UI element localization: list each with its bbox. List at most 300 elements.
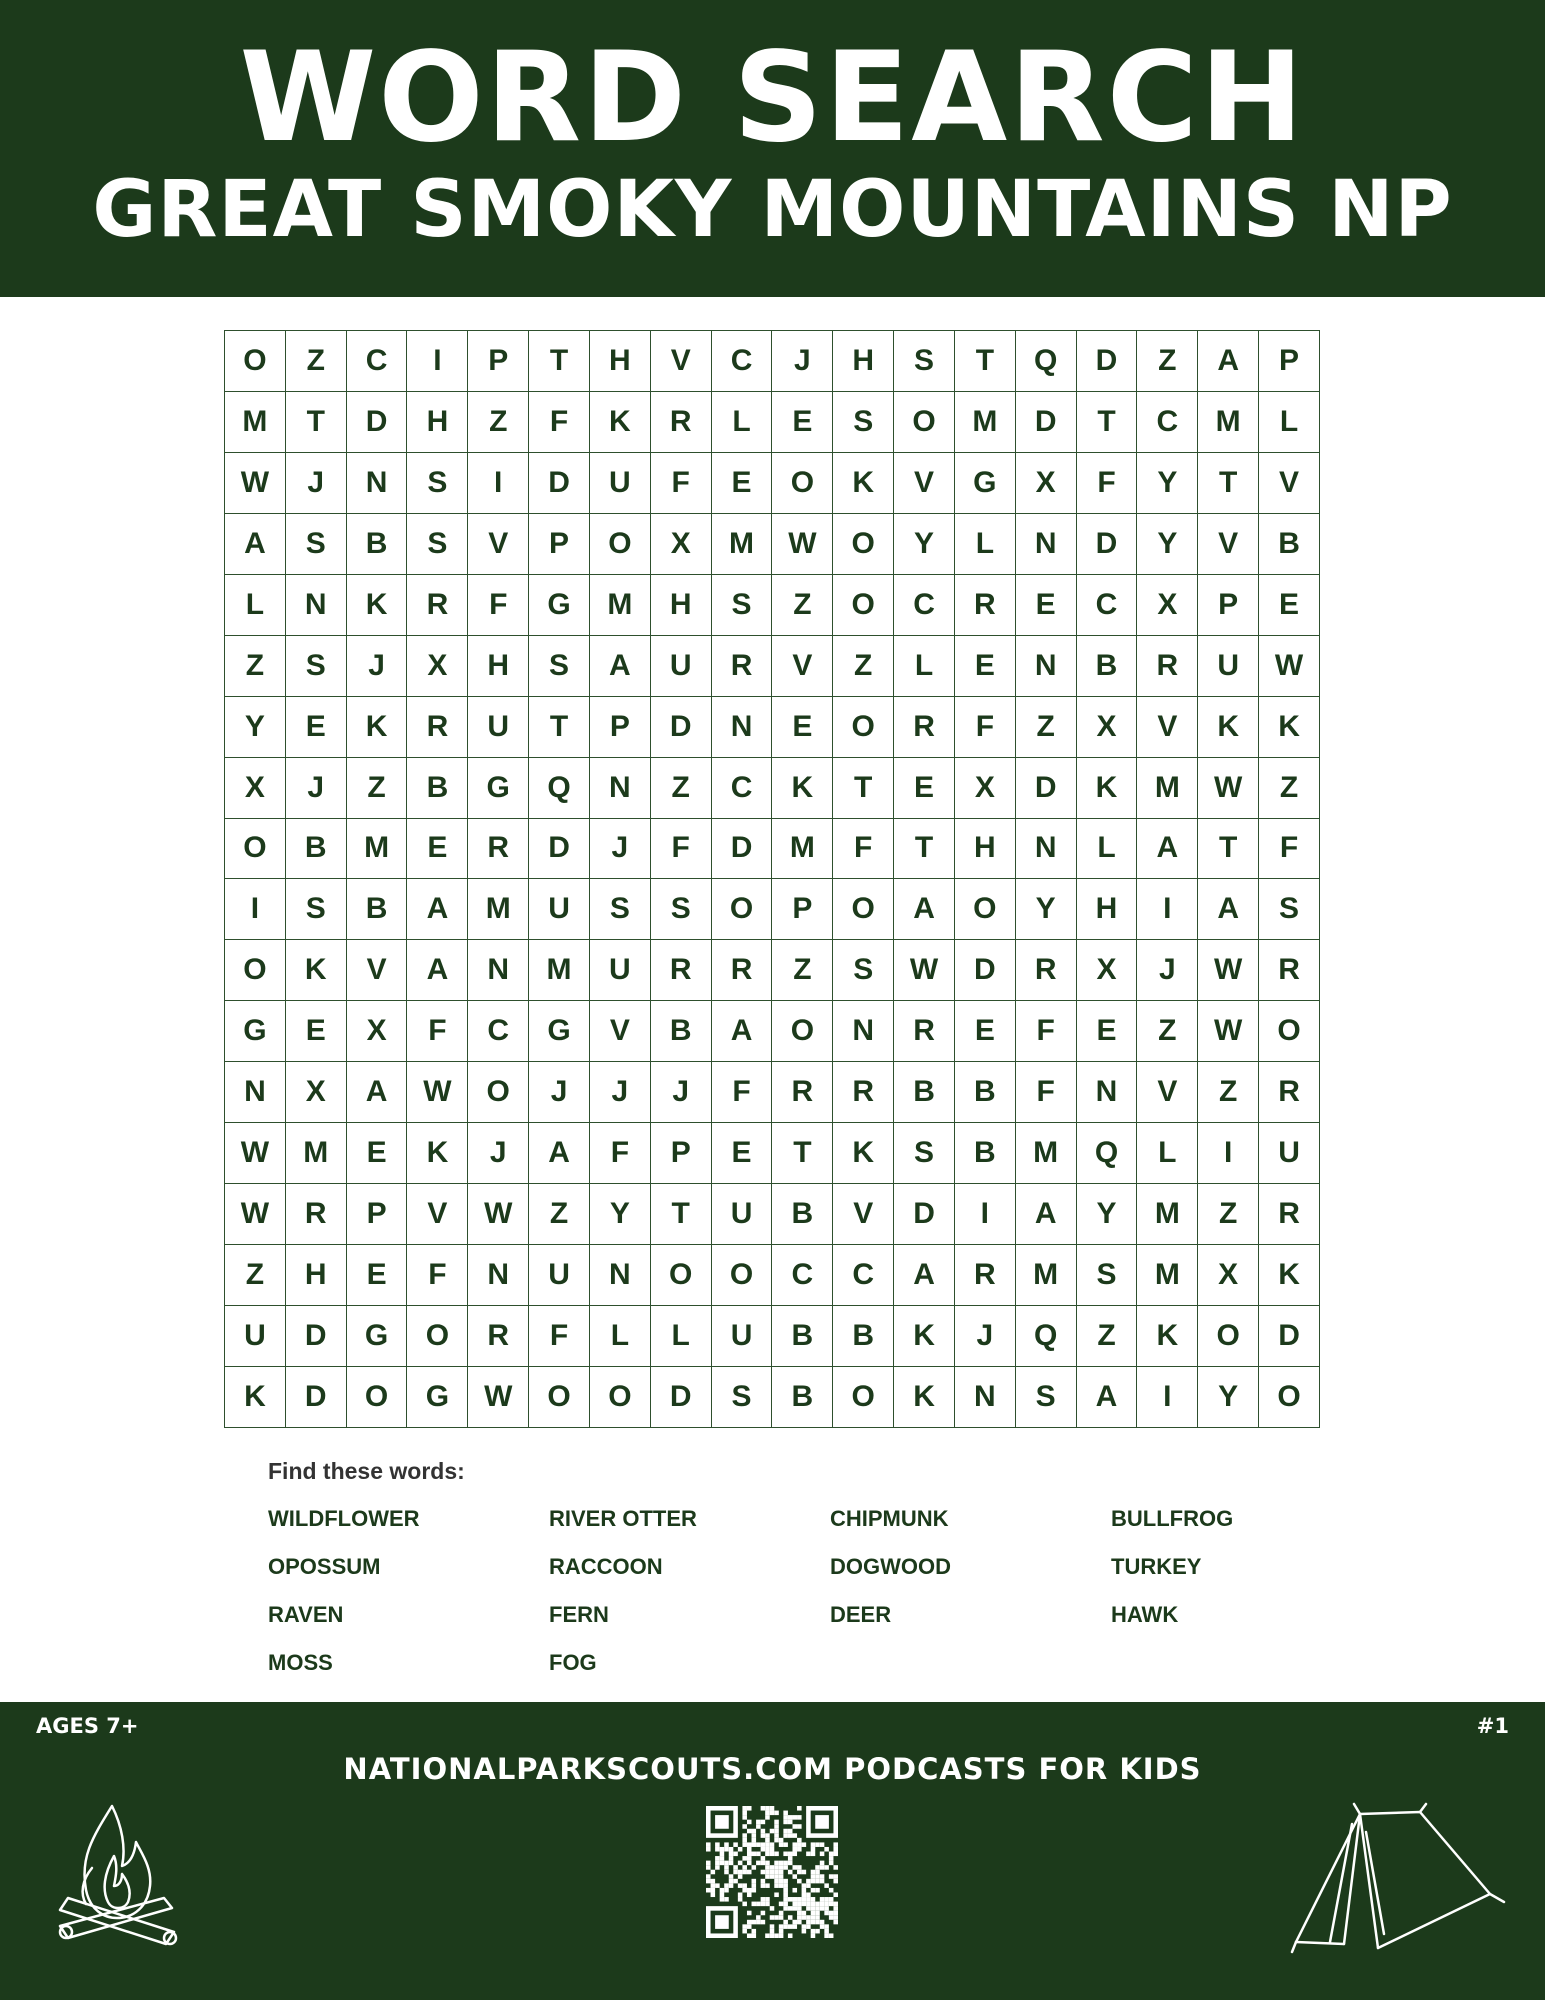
grid-cell[interactable]: P bbox=[1198, 574, 1259, 635]
grid-cell[interactable]: J bbox=[1137, 940, 1198, 1001]
grid-cell[interactable]: U bbox=[589, 452, 650, 513]
site-link[interactable]: NATIONALPARKSCOUTS.COM PODCASTS FOR KIDS bbox=[343, 1752, 1202, 1786]
grid-cell[interactable]: Y bbox=[1137, 513, 1198, 574]
grid-cell[interactable]: U bbox=[650, 635, 711, 696]
grid-cell[interactable]: O bbox=[954, 879, 1015, 940]
grid-cell[interactable]: A bbox=[1076, 1366, 1137, 1427]
grid-cell[interactable]: U bbox=[1259, 1123, 1320, 1184]
grid-cell[interactable]: E bbox=[711, 452, 772, 513]
grid-cell[interactable]: E bbox=[772, 391, 833, 452]
grid-cell[interactable]: N bbox=[1015, 513, 1076, 574]
grid-cell[interactable]: F bbox=[1076, 452, 1137, 513]
grid-cell[interactable]: Z bbox=[346, 757, 407, 818]
grid-cell[interactable]: N bbox=[1015, 635, 1076, 696]
grid-cell[interactable]: J bbox=[772, 331, 833, 392]
grid-cell[interactable]: L bbox=[1076, 818, 1137, 879]
grid-cell[interactable]: K bbox=[1259, 1245, 1320, 1306]
grid-cell[interactable]: E bbox=[954, 1001, 1015, 1062]
grid-cell[interactable]: Z bbox=[529, 1184, 590, 1245]
grid-cell[interactable]: U bbox=[711, 1184, 772, 1245]
grid-cell[interactable]: P bbox=[529, 513, 590, 574]
grid-cell[interactable]: A bbox=[894, 1245, 955, 1306]
grid-cell[interactable]: L bbox=[711, 391, 772, 452]
grid-cell[interactable]: M bbox=[1198, 391, 1259, 452]
grid-cell[interactable]: M bbox=[711, 513, 772, 574]
grid-cell[interactable]: D bbox=[346, 391, 407, 452]
grid-cell[interactable]: A bbox=[407, 879, 468, 940]
grid-cell[interactable]: X bbox=[650, 513, 711, 574]
grid-cell[interactable]: P bbox=[650, 1123, 711, 1184]
grid-cell[interactable]: M bbox=[468, 879, 529, 940]
grid-cell[interactable]: C bbox=[1076, 574, 1137, 635]
grid-cell[interactable]: Y bbox=[1198, 1366, 1259, 1427]
grid-cell[interactable]: N bbox=[285, 574, 346, 635]
grid-cell[interactable]: Z bbox=[1137, 1001, 1198, 1062]
grid-cell[interactable]: R bbox=[954, 574, 1015, 635]
grid-cell[interactable]: Z bbox=[225, 635, 286, 696]
grid-cell[interactable]: A bbox=[711, 1001, 772, 1062]
grid-cell[interactable]: R bbox=[285, 1184, 346, 1245]
grid-cell[interactable]: K bbox=[1198, 696, 1259, 757]
grid-cell[interactable]: I bbox=[1137, 879, 1198, 940]
grid-cell[interactable]: C bbox=[833, 1245, 894, 1306]
grid-cell[interactable]: T bbox=[650, 1184, 711, 1245]
grid-cell[interactable]: I bbox=[407, 331, 468, 392]
grid-cell[interactable]: W bbox=[1198, 757, 1259, 818]
grid-cell[interactable]: Z bbox=[1259, 757, 1320, 818]
grid-cell[interactable]: T bbox=[833, 757, 894, 818]
grid-cell[interactable]: R bbox=[833, 1062, 894, 1123]
grid-cell[interactable]: G bbox=[407, 1366, 468, 1427]
grid-cell[interactable]: S bbox=[833, 940, 894, 1001]
grid-cell[interactable]: G bbox=[954, 452, 1015, 513]
grid-cell[interactable]: Y bbox=[1076, 1184, 1137, 1245]
grid-cell[interactable]: O bbox=[650, 1245, 711, 1306]
grid-cell[interactable]: W bbox=[468, 1366, 529, 1427]
grid-cell[interactable]: O bbox=[346, 1366, 407, 1427]
grid-cell[interactable]: O bbox=[529, 1366, 590, 1427]
grid-cell[interactable]: D bbox=[1015, 391, 1076, 452]
grid-cell[interactable]: L bbox=[954, 513, 1015, 574]
grid-cell[interactable]: V bbox=[1259, 452, 1320, 513]
grid-cell[interactable]: N bbox=[346, 452, 407, 513]
grid-cell[interactable]: E bbox=[346, 1245, 407, 1306]
grid-cell[interactable]: M bbox=[346, 818, 407, 879]
qr-code[interactable] bbox=[706, 1806, 838, 1938]
grid-cell[interactable]: L bbox=[589, 1306, 650, 1367]
grid-cell[interactable]: S bbox=[407, 452, 468, 513]
grid-cell[interactable]: V bbox=[833, 1184, 894, 1245]
grid-cell[interactable]: V bbox=[1137, 696, 1198, 757]
grid-cell[interactable]: O bbox=[407, 1306, 468, 1367]
grid-cell[interactable]: A bbox=[1015, 1184, 1076, 1245]
grid-cell[interactable]: Z bbox=[772, 574, 833, 635]
grid-cell[interactable]: S bbox=[407, 513, 468, 574]
grid-cell[interactable]: M bbox=[1137, 1184, 1198, 1245]
grid-cell[interactable]: N bbox=[468, 940, 529, 1001]
grid-cell[interactable]: B bbox=[407, 757, 468, 818]
grid-cell[interactable]: R bbox=[894, 696, 955, 757]
grid-cell[interactable]: M bbox=[589, 574, 650, 635]
grid-cell[interactable]: Z bbox=[1198, 1184, 1259, 1245]
grid-cell[interactable]: Q bbox=[1015, 1306, 1076, 1367]
grid-cell[interactable]: T bbox=[894, 818, 955, 879]
grid-cell[interactable]: Z bbox=[772, 940, 833, 1001]
grid-cell[interactable]: L bbox=[225, 574, 286, 635]
grid-cell[interactable]: Y bbox=[225, 696, 286, 757]
grid-cell[interactable]: I bbox=[225, 879, 286, 940]
grid-cell[interactable]: N bbox=[1015, 818, 1076, 879]
grid-cell[interactable]: S bbox=[285, 635, 346, 696]
grid-cell[interactable]: F bbox=[468, 574, 529, 635]
grid-cell[interactable]: E bbox=[954, 635, 1015, 696]
grid-cell[interactable]: E bbox=[346, 1123, 407, 1184]
grid-cell[interactable]: E bbox=[285, 696, 346, 757]
grid-cell[interactable]: J bbox=[529, 1062, 590, 1123]
grid-cell[interactable]: V bbox=[346, 940, 407, 1001]
grid-cell[interactable]: D bbox=[1259, 1306, 1320, 1367]
grid-cell[interactable]: Q bbox=[1076, 1123, 1137, 1184]
grid-cell[interactable]: J bbox=[285, 757, 346, 818]
grid-cell[interactable]: D bbox=[529, 818, 590, 879]
grid-cell[interactable]: F bbox=[711, 1062, 772, 1123]
grid-cell[interactable]: I bbox=[1198, 1123, 1259, 1184]
grid-cell[interactable]: U bbox=[711, 1306, 772, 1367]
grid-cell[interactable]: H bbox=[1076, 879, 1137, 940]
grid-cell[interactable]: W bbox=[225, 452, 286, 513]
grid-cell[interactable]: U bbox=[468, 696, 529, 757]
grid-cell[interactable]: K bbox=[407, 1123, 468, 1184]
grid-cell[interactable]: K bbox=[772, 757, 833, 818]
grid-cell[interactable]: U bbox=[1198, 635, 1259, 696]
grid-cell[interactable]: V bbox=[589, 1001, 650, 1062]
grid-cell[interactable]: R bbox=[711, 940, 772, 1001]
grid-cell[interactable]: R bbox=[894, 1001, 955, 1062]
grid-cell[interactable]: L bbox=[1259, 391, 1320, 452]
grid-cell[interactable]: U bbox=[589, 940, 650, 1001]
grid-cell[interactable]: N bbox=[711, 696, 772, 757]
grid-cell[interactable]: W bbox=[468, 1184, 529, 1245]
grid-cell[interactable]: V bbox=[468, 513, 529, 574]
grid-cell[interactable]: T bbox=[529, 696, 590, 757]
grid-cell[interactable]: B bbox=[772, 1184, 833, 1245]
grid-cell[interactable]: O bbox=[1198, 1306, 1259, 1367]
grid-cell[interactable]: G bbox=[529, 1001, 590, 1062]
grid-cell[interactable]: X bbox=[954, 757, 1015, 818]
grid-cell[interactable]: P bbox=[468, 331, 529, 392]
grid-cell[interactable]: F bbox=[1259, 818, 1320, 879]
grid-cell[interactable]: P bbox=[1259, 331, 1320, 392]
grid-cell[interactable]: D bbox=[894, 1184, 955, 1245]
grid-cell[interactable]: C bbox=[894, 574, 955, 635]
grid-cell[interactable]: H bbox=[589, 331, 650, 392]
grid-cell[interactable]: T bbox=[285, 391, 346, 452]
grid-cell[interactable]: Y bbox=[1137, 452, 1198, 513]
grid-cell[interactable]: W bbox=[1198, 940, 1259, 1001]
grid-cell[interactable]: G bbox=[346, 1306, 407, 1367]
grid-cell[interactable]: K bbox=[894, 1306, 955, 1367]
grid-cell[interactable]: F bbox=[1015, 1001, 1076, 1062]
grid-cell[interactable]: H bbox=[407, 391, 468, 452]
grid-cell[interactable]: C bbox=[1137, 391, 1198, 452]
grid-cell[interactable]: S bbox=[894, 331, 955, 392]
grid-cell[interactable]: Z bbox=[650, 757, 711, 818]
grid-cell[interactable]: E bbox=[1076, 1001, 1137, 1062]
grid-cell[interactable]: I bbox=[468, 452, 529, 513]
grid-cell[interactable]: R bbox=[711, 635, 772, 696]
grid-cell[interactable]: S bbox=[529, 635, 590, 696]
grid-cell[interactable]: U bbox=[529, 879, 590, 940]
grid-cell[interactable]: A bbox=[407, 940, 468, 1001]
grid-cell[interactable]: H bbox=[650, 574, 711, 635]
grid-cell[interactable]: F bbox=[407, 1245, 468, 1306]
grid-cell[interactable]: O bbox=[772, 1001, 833, 1062]
grid-cell[interactable]: E bbox=[711, 1123, 772, 1184]
grid-cell[interactable]: X bbox=[407, 635, 468, 696]
grid-cell[interactable]: S bbox=[1259, 879, 1320, 940]
grid-cell[interactable]: O bbox=[833, 513, 894, 574]
grid-cell[interactable]: K bbox=[285, 940, 346, 1001]
grid-cell[interactable]: A bbox=[1198, 879, 1259, 940]
grid-cell[interactable]: B bbox=[285, 818, 346, 879]
grid-cell[interactable]: Z bbox=[1137, 331, 1198, 392]
grid-cell[interactable]: F bbox=[407, 1001, 468, 1062]
grid-cell[interactable]: K bbox=[225, 1366, 286, 1427]
grid-cell[interactable]: Z bbox=[1015, 696, 1076, 757]
grid-cell[interactable]: S bbox=[1015, 1366, 1076, 1427]
grid-cell[interactable]: B bbox=[894, 1062, 955, 1123]
grid-cell[interactable]: J bbox=[954, 1306, 1015, 1367]
grid-cell[interactable]: M bbox=[1015, 1245, 1076, 1306]
grid-cell[interactable]: X bbox=[1137, 574, 1198, 635]
grid-cell[interactable]: H bbox=[285, 1245, 346, 1306]
grid-cell[interactable]: L bbox=[650, 1306, 711, 1367]
grid-cell[interactable]: N bbox=[225, 1062, 286, 1123]
grid-cell[interactable]: K bbox=[589, 391, 650, 452]
grid-cell[interactable]: X bbox=[1198, 1245, 1259, 1306]
grid-cell[interactable]: X bbox=[225, 757, 286, 818]
grid-cell[interactable]: F bbox=[1015, 1062, 1076, 1123]
grid-cell[interactable]: W bbox=[225, 1123, 286, 1184]
grid-cell[interactable]: Z bbox=[1198, 1062, 1259, 1123]
grid-cell[interactable]: B bbox=[346, 879, 407, 940]
grid-cell[interactable]: J bbox=[589, 1062, 650, 1123]
grid-cell[interactable]: M bbox=[1015, 1123, 1076, 1184]
grid-cell[interactable]: W bbox=[1198, 1001, 1259, 1062]
grid-cell[interactable]: F bbox=[954, 696, 1015, 757]
grid-cell[interactable]: J bbox=[589, 818, 650, 879]
grid-cell[interactable]: O bbox=[1259, 1366, 1320, 1427]
grid-cell[interactable]: M bbox=[954, 391, 1015, 452]
grid-cell[interactable]: E bbox=[1259, 574, 1320, 635]
grid-cell[interactable]: D bbox=[529, 452, 590, 513]
grid-cell[interactable]: B bbox=[772, 1306, 833, 1367]
grid-cell[interactable]: Q bbox=[529, 757, 590, 818]
grid-cell[interactable]: G bbox=[225, 1001, 286, 1062]
grid-cell[interactable]: R bbox=[954, 1245, 1015, 1306]
grid-cell[interactable]: W bbox=[772, 513, 833, 574]
grid-cell[interactable]: O bbox=[1259, 1001, 1320, 1062]
grid-cell[interactable]: S bbox=[894, 1123, 955, 1184]
grid-cell[interactable]: R bbox=[468, 1306, 529, 1367]
grid-cell[interactable]: C bbox=[711, 331, 772, 392]
grid-cell[interactable]: S bbox=[285, 513, 346, 574]
grid-cell[interactable]: Z bbox=[468, 391, 529, 452]
grid-cell[interactable]: M bbox=[772, 818, 833, 879]
grid-cell[interactable]: M bbox=[529, 940, 590, 1001]
grid-cell[interactable]: V bbox=[407, 1184, 468, 1245]
grid-cell[interactable]: C bbox=[468, 1001, 529, 1062]
grid-cell[interactable]: B bbox=[833, 1306, 894, 1367]
grid-cell[interactable]: W bbox=[894, 940, 955, 1001]
grid-cell[interactable]: O bbox=[833, 574, 894, 635]
grid-cell[interactable]: X bbox=[1076, 940, 1137, 1001]
grid-cell[interactable]: R bbox=[407, 696, 468, 757]
grid-cell[interactable]: K bbox=[1259, 696, 1320, 757]
grid-cell[interactable]: D bbox=[650, 696, 711, 757]
grid-cell[interactable]: B bbox=[954, 1062, 1015, 1123]
grid-cell[interactable]: D bbox=[285, 1366, 346, 1427]
grid-cell[interactable]: K bbox=[1137, 1306, 1198, 1367]
grid-cell[interactable]: B bbox=[772, 1366, 833, 1427]
grid-cell[interactable]: Y bbox=[894, 513, 955, 574]
grid-cell[interactable]: N bbox=[589, 1245, 650, 1306]
grid-cell[interactable]: K bbox=[894, 1366, 955, 1427]
grid-cell[interactable]: L bbox=[894, 635, 955, 696]
grid-cell[interactable]: K bbox=[833, 452, 894, 513]
grid-cell[interactable]: A bbox=[1198, 331, 1259, 392]
grid-cell[interactable]: R bbox=[650, 391, 711, 452]
grid-cell[interactable]: O bbox=[894, 391, 955, 452]
grid-cell[interactable]: B bbox=[1076, 635, 1137, 696]
grid-cell[interactable]: X bbox=[1015, 452, 1076, 513]
grid-cell[interactable]: M bbox=[225, 391, 286, 452]
grid-cell[interactable]: O bbox=[225, 818, 286, 879]
grid-cell[interactable]: P bbox=[772, 879, 833, 940]
grid-cell[interactable]: F bbox=[833, 818, 894, 879]
grid-cell[interactable]: P bbox=[589, 696, 650, 757]
grid-cell[interactable]: J bbox=[650, 1062, 711, 1123]
grid-cell[interactable]: R bbox=[1259, 1062, 1320, 1123]
grid-cell[interactable]: H bbox=[954, 818, 1015, 879]
grid-cell[interactable]: C bbox=[346, 331, 407, 392]
grid-cell[interactable]: A bbox=[589, 635, 650, 696]
grid-cell[interactable]: E bbox=[772, 696, 833, 757]
grid-cell[interactable]: R bbox=[650, 940, 711, 1001]
grid-cell[interactable]: L bbox=[1137, 1123, 1198, 1184]
grid-cell[interactable]: E bbox=[407, 818, 468, 879]
grid-cell[interactable]: D bbox=[285, 1306, 346, 1367]
grid-cell[interactable]: W bbox=[1259, 635, 1320, 696]
grid-cell[interactable]: O bbox=[833, 696, 894, 757]
grid-cell[interactable]: N bbox=[1076, 1062, 1137, 1123]
grid-cell[interactable]: M bbox=[1137, 1245, 1198, 1306]
grid-cell[interactable]: S bbox=[589, 879, 650, 940]
grid-cell[interactable]: R bbox=[1259, 1184, 1320, 1245]
grid-cell[interactable]: J bbox=[468, 1123, 529, 1184]
grid-cell[interactable]: S bbox=[1076, 1245, 1137, 1306]
grid-cell[interactable]: T bbox=[954, 331, 1015, 392]
grid-cell[interactable]: O bbox=[225, 940, 286, 1001]
grid-cell[interactable]: K bbox=[833, 1123, 894, 1184]
grid-cell[interactable]: X bbox=[346, 1001, 407, 1062]
grid-cell[interactable]: F bbox=[650, 452, 711, 513]
grid-cell[interactable]: E bbox=[285, 1001, 346, 1062]
grid-cell[interactable]: N bbox=[833, 1001, 894, 1062]
grid-cell[interactable]: V bbox=[1198, 513, 1259, 574]
grid-cell[interactable]: S bbox=[833, 391, 894, 452]
grid-cell[interactable]: H bbox=[468, 635, 529, 696]
grid-cell[interactable]: D bbox=[711, 818, 772, 879]
grid-cell[interactable]: O bbox=[772, 452, 833, 513]
grid-cell[interactable]: Z bbox=[225, 1245, 286, 1306]
grid-cell[interactable]: J bbox=[346, 635, 407, 696]
grid-cell[interactable]: A bbox=[894, 879, 955, 940]
grid-cell[interactable]: B bbox=[650, 1001, 711, 1062]
grid-cell[interactable]: Z bbox=[285, 331, 346, 392]
grid-cell[interactable]: I bbox=[1137, 1366, 1198, 1427]
grid-cell[interactable]: F bbox=[589, 1123, 650, 1184]
grid-cell[interactable]: O bbox=[833, 1366, 894, 1427]
grid-cell[interactable]: G bbox=[529, 574, 590, 635]
grid-cell[interactable]: U bbox=[529, 1245, 590, 1306]
grid-cell[interactable]: U bbox=[225, 1306, 286, 1367]
grid-cell[interactable]: N bbox=[589, 757, 650, 818]
grid-cell[interactable]: R bbox=[772, 1062, 833, 1123]
grid-cell[interactable]: T bbox=[1076, 391, 1137, 452]
grid-cell[interactable]: W bbox=[225, 1184, 286, 1245]
grid-cell[interactable]: T bbox=[1198, 818, 1259, 879]
grid-cell[interactable]: H bbox=[833, 331, 894, 392]
grid-cell[interactable]: M bbox=[285, 1123, 346, 1184]
grid-cell[interactable]: V bbox=[894, 452, 955, 513]
grid-cell[interactable]: K bbox=[346, 696, 407, 757]
grid-cell[interactable]: R bbox=[1015, 940, 1076, 1001]
grid-cell[interactable]: T bbox=[772, 1123, 833, 1184]
grid-cell[interactable]: M bbox=[1137, 757, 1198, 818]
grid-cell[interactable]: O bbox=[468, 1062, 529, 1123]
grid-cell[interactable]: W bbox=[407, 1062, 468, 1123]
grid-cell[interactable]: V bbox=[1137, 1062, 1198, 1123]
grid-cell[interactable]: O bbox=[589, 1366, 650, 1427]
grid-cell[interactable]: S bbox=[711, 574, 772, 635]
grid-cell[interactable]: S bbox=[285, 879, 346, 940]
grid-cell[interactable]: O bbox=[711, 879, 772, 940]
grid-cell[interactable]: R bbox=[468, 818, 529, 879]
grid-cell[interactable]: E bbox=[1015, 574, 1076, 635]
grid-cell[interactable]: B bbox=[346, 513, 407, 574]
grid-cell[interactable]: V bbox=[650, 331, 711, 392]
grid-cell[interactable]: D bbox=[1015, 757, 1076, 818]
grid-cell[interactable]: D bbox=[1076, 513, 1137, 574]
grid-cell[interactable]: X bbox=[285, 1062, 346, 1123]
grid-cell[interactable]: X bbox=[1076, 696, 1137, 757]
grid-cell[interactable]: V bbox=[772, 635, 833, 696]
grid-cell[interactable]: F bbox=[529, 391, 590, 452]
grid-cell[interactable]: K bbox=[1076, 757, 1137, 818]
grid-cell[interactable]: O bbox=[589, 513, 650, 574]
grid-cell[interactable]: S bbox=[711, 1366, 772, 1427]
grid-cell[interactable]: A bbox=[529, 1123, 590, 1184]
grid-cell[interactable]: B bbox=[954, 1123, 1015, 1184]
grid-cell[interactable]: D bbox=[954, 940, 1015, 1001]
grid-cell[interactable]: N bbox=[468, 1245, 529, 1306]
grid-cell[interactable]: A bbox=[1137, 818, 1198, 879]
grid-cell[interactable]: C bbox=[772, 1245, 833, 1306]
grid-cell[interactable]: Z bbox=[833, 635, 894, 696]
grid-cell[interactable]: Y bbox=[1015, 879, 1076, 940]
grid-cell[interactable]: D bbox=[650, 1366, 711, 1427]
